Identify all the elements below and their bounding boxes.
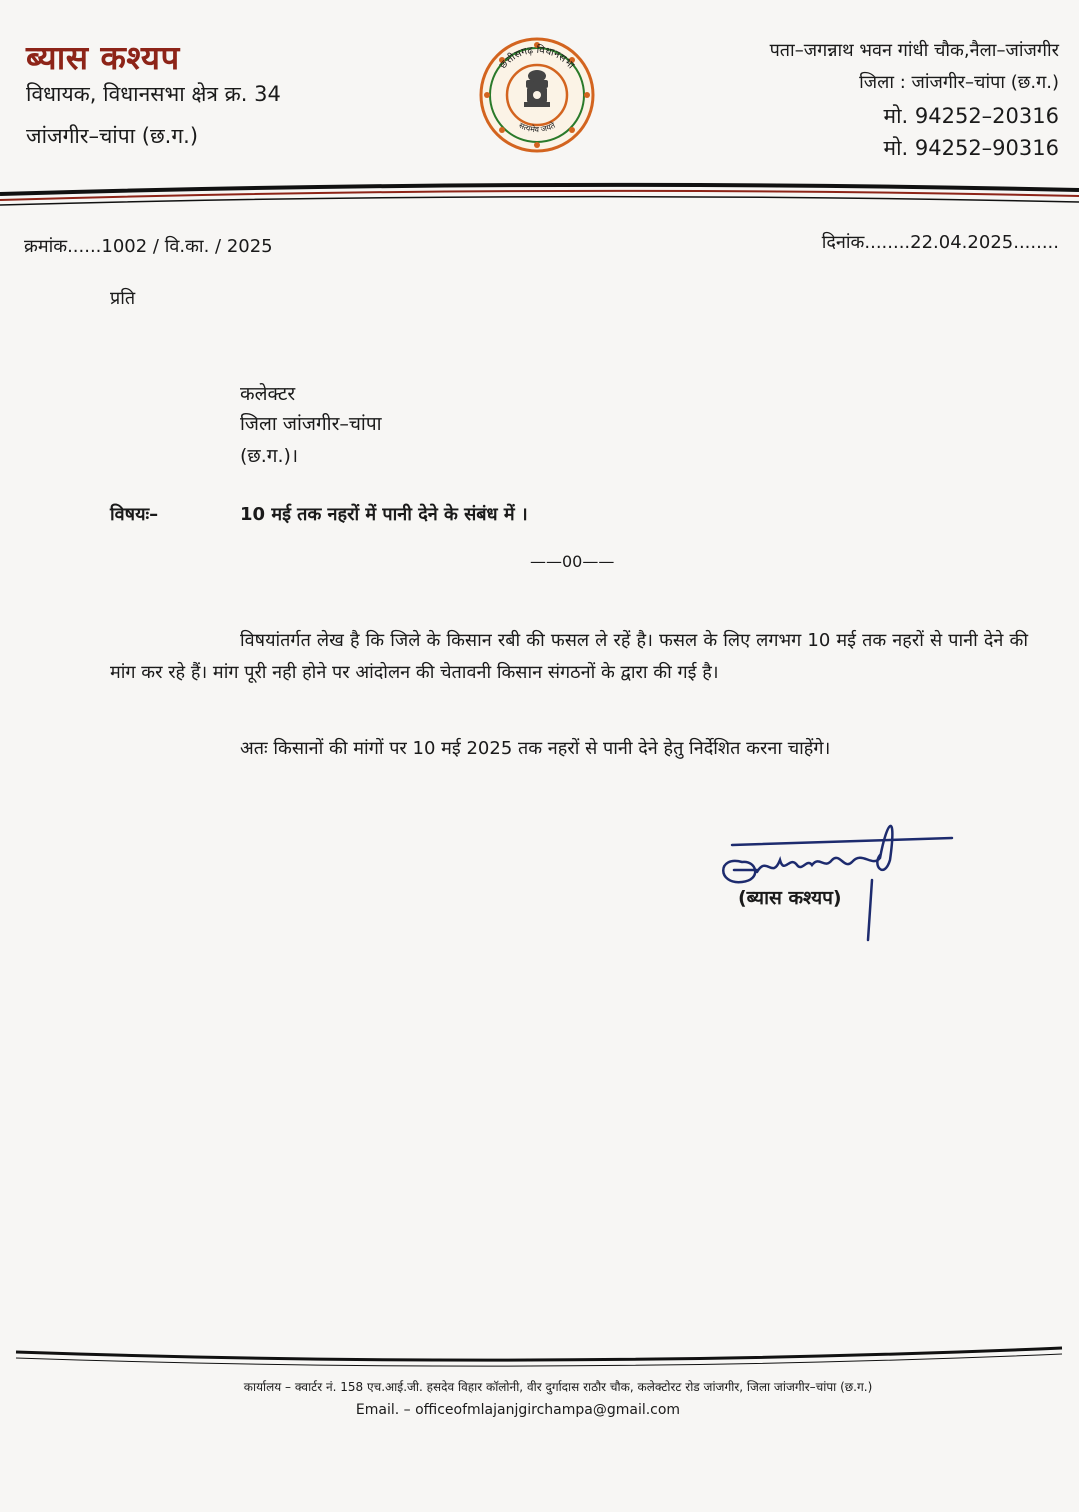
recipient-title: कलेक्टर	[240, 383, 296, 405]
emblem-top-text: छत्तीसगढ़ विधानसभा	[497, 44, 577, 72]
vidhan-sabha-emblem	[478, 36, 596, 154]
recipient-state: (छ.ग.)।	[240, 445, 299, 467]
footer-office-address: कार्यालय – क्वार्टर नं. 158 एच.आई.जी. हसदेव विहार कॉलोनी, वीर दुर्गादास राठौर चौक, कलेक्टोरट रोड जांजगीर, जिला जांजगीर–चांपा (छ.ग.)	[243, 1380, 873, 1394]
mla-designation: विधायक, विधानसभा क्षेत्र क्र. 34	[26, 82, 281, 106]
salutation: प्रति	[110, 288, 136, 309]
header-divider	[0, 178, 1079, 208]
separator: ——00——	[530, 552, 615, 571]
body-paragraph-1: विषयांतर्गत लेख है कि जिले के किसान रबी की फसल ले रहें है। फसल के लिए लगभग 10 मई तक नहरों से पानी देने की मांग कर रहे हैं। मांग पूरी नही होने पर आंदोलन की चेतावनी किसान संगठनों के द्वारा की गई है।	[110, 630, 1028, 683]
body-paragraph-2: अतः किसानों की मांगों पर 10 मई 2025 तक नहरों से पानी देने हेतु निर्देशित करना चाहेंगे।	[240, 738, 831, 759]
emblem-bottom-text: सत्यमेव जयते	[517, 120, 557, 135]
subject-text: 10 मई तक नहरों में पानी देने के संबंध में ।	[240, 504, 528, 525]
signatory-name: (ब्यास कश्यप)	[738, 887, 842, 909]
reference-number: क्रमांक......1002 / वि.का. / 2025	[24, 236, 273, 257]
recipient-district: जिला जांजगीर–चांपा	[240, 413, 382, 435]
mla-name: ब्यास कश्यप	[26, 38, 180, 77]
handwritten-signature	[712, 810, 962, 950]
mobile-number-1: मो. 94252–20316	[883, 104, 1059, 128]
footer-divider	[0, 1340, 1079, 1370]
mla-district: जांजगीर–चांपा (छ.ग.)	[26, 124, 199, 148]
subject-label: विषयः–	[110, 504, 159, 525]
office-address: पता–जगन्नाथ भवन गांधी चौक,नैला–जांजगीर	[769, 40, 1059, 61]
letter-date: दिनांक........22.04.2025........	[821, 232, 1059, 253]
footer-email[interactable]: Email. – officeofmlajanjgirchampa@gmail.com	[355, 1402, 681, 1418]
office-district: जिला : जांजगीर–चांपा (छ.ग.)	[859, 72, 1059, 93]
mobile-number-2: मो. 94252–90316	[883, 136, 1059, 160]
